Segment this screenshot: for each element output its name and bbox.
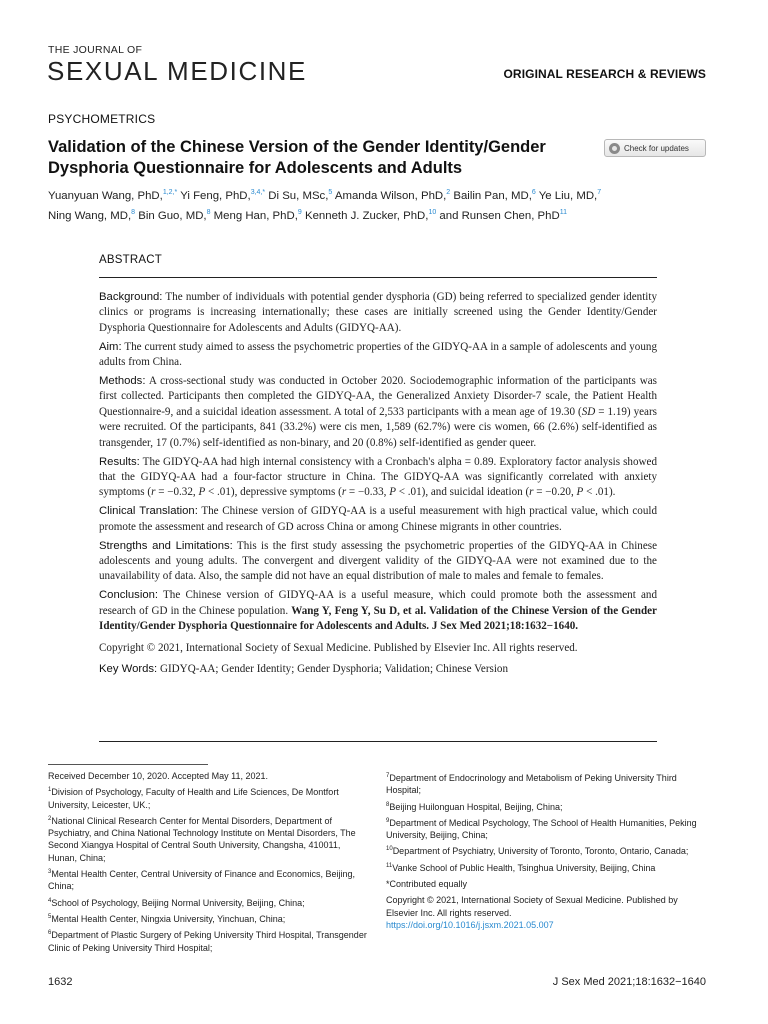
footnote-copyright: Copyright © 2021, International Society of Sexual Medicine. Published by Elsevier Inc. All rights reserved. [386,895,678,918]
abstract-aim: Aim: The current study aimed to assess the psychometric properties of the GIDYQ-AA in a sample of adolescents and young adults from China. [99,340,657,369]
check-for-updates-button[interactable] [604,139,706,157]
abstract-conclusion: Conclusion: The Chinese version of GIDYQ-AA is a useful measure, which could promote both the assessment and research of GD in the Chinese population. Wang Y, Feng Y, Su D, et al. Validation of the Chinese Version of the Gender Identity/Gender Dysphoria Questionnaire for Adolescents and Adults. J Sex Med 2021;18:1632−1640. [99,589,657,633]
affiliation: $^3$Mental Health Center, Central University of Finance and Economics, Beijing, China; [48,869,355,892]
article-citation: Wang Y, Feng Y, Su D, et al. Validation of the Chinese Version of the Gender Identity/Gender Dysphoria Questionnaire for Adolescents and Adults. J Sex Med 2021;18:1632−1640. [99,604,657,633]
journal-name: SEXUAL MEDICINE [47,56,307,86]
received-date: Received December 10, 2020. Accepted May 11, 2021. [48,771,268,781]
footnote-rule [48,764,208,765]
author: Yuanyuan Wang, PhD,$^{1,2,*}$ [48,189,178,202]
affiliation: $^7$Department of Endocrinology and Metabolism of Peking University Third Hospital; [386,773,677,796]
affiliation: $^6$Department of Plastic Surgery of Peking University Third Hospital, Transgender Clinic of Peking University Third Hospital; [48,930,367,953]
affiliation: $^4$School of Psychology, Beijing Normal University, Beijing, China; [48,897,305,908]
author: Yi Feng, PhD,$^{3,4,*}$ [180,189,266,202]
abstract-strengths-limitations: Strengths and Limitations: This is the first study assessing the psychometric properties of the GIDYQ-AA in Chinese adolescents and young adults. The convergent and divergent validity of the GIDYQ-AA were not examined due to the unavailability of data. Also, the sample did not have an equal distribution of male to males and female to females. [99,539,657,583]
affiliation: $^9$Department of Medical Psychology, The School of Health Humanities, Peking University, Beijing, China; [386,817,697,841]
author: Ye Liu, MD,$^7$ [538,189,602,202]
article-category: PSYCHOMETRICS [48,112,156,126]
contributed-equally-note: *Contributed equally [386,879,468,890]
section-label: ORIGINAL RESEARCH & REVIEWS [503,67,706,81]
abstract-results: Results: The GIDYQ-AA had high internal consistency with a Cronbach's alpha = 0.89. Exploratory factor analysis showed that the GIDYQ-AA had a four-factor structure in China. The GIDYQ-AA was significantly correlated with anxiety symptoms (r = −0.32, P < .01), depressive symptoms (r = −0.33, P < .01), and suicidal ideation (r = −0.20, P < .01). [99,455,657,499]
affiliation: $^2$National Clinical Research Center for Mental Disorders, Department of Psychiatry, and China National Technology Institute on Mental Disorders, The Second Xiangya Hospital of Central South University, Changsha, 410011, Hunan, China; [48,815,356,863]
author-list [48,186,714,226]
refresh-badge-icon [609,143,620,154]
author: Di Su, MSc,$^5$ [268,189,333,202]
doi-link[interactable]: https://doi.org/10.1016/j.jsxm.2021.05.007 [386,919,554,930]
affiliation: $^8$Beijing Huilonguan Hospital, Beijing, China; [386,801,563,812]
journal-name-small: THE JOURNAL OF [48,44,143,56]
author: Kenneth J. Zucker, PhD,$^{10}$ [304,209,437,222]
check-for-updates-label: Check for updates [624,143,689,153]
article-title: Validation of the Chinese Version of the Gender Identity/Gender Dysphoria Questionnaire for Adolescents and Adults [48,138,546,177]
footnotes-right [386,772,708,931]
abstract-top-rule [99,277,657,278]
author: Amanda Wilson, PhD,$^2$ [334,189,451,202]
page-number: 1632 [48,976,73,988]
abstract-methods: Methods: A cross-sectional study was conducted in October 2020. Sociodemographic information of the participants was first collected. Participants then completed the GIDYQ-AA, the Generalized Anxiety Disorder-7 scale, the Patient Health Questionnaire-9, and a suicidal ideation assessment. A total of 2,533 participants with a mean age of 19.30 (SD = 1.19) years were recruited. Of the participants, 841 (33.2%) were cis men, 1,589 (62.7%) were cis women, 66 (2.6%) self-identified as transgender, 17 (0.7%) self-identified as non-binary, and 20 (0.8%) self-identified as gender queer. [99,375,657,449]
abstract-keywords: Key Words: GIDYQ-AA; Gender Identity; Gender Dysphoria; Validation; Chinese Version [99,662,509,675]
abstract-copyright: Copyright © 2021, International Society of Sexual Medicine. Published by Elsevier Inc. All rights reserved. [99,641,578,654]
abstract-heading: ABSTRACT [99,254,162,266]
author: Bin Guo, MD,$^8$ [138,209,211,222]
abstract-clinical-translation: Clinical Translation: The Chinese version of GIDYQ-AA is a useful measurement with high practical value, which could promote the assessment and research of GD across China or among Chinese migrants in other countries. [99,505,658,533]
author: Meng Han, PhD,$^9$ [213,209,302,222]
author: Bailin Pan, MD,$^6$ [453,189,536,202]
abstract-body [99,290,657,681]
affiliation: $^{11}$Vanke School of Public Health, Tsinghua University, Beijing, China [386,862,656,873]
affiliation: $^{10}$Department of Psychiatry, University of Toronto, Toronto, Ontario, Canada; [386,846,689,857]
footer-citation: J Sex Med 2021;18:1632−1640 [552,976,706,988]
affiliation: $^1$Division of Psychology, Faculty of Health and Life Sciences, De Montfort University, Leicester, UK.; [48,787,339,810]
abstract-background: Background: The number of individuals with potential gender dysphoria (GD) being referred to specialized gender identity clinics or programs is increasing internationally; these cases are initially screened using the Gender Identity/Gender Dysphoria Questionnaire for Adolescents and Adults (GIDYQ-AA). [99,291,657,334]
abstract-bottom-rule [99,741,657,742]
affiliation: $^5$Mental Health Center, Ningxia University, Yinchuan, China; [48,913,286,924]
author: and Runsen Chen, PhD$^{11}$ [439,209,568,222]
author: Ning Wang, MD,$^8$ [48,209,136,222]
footnotes-left [48,770,370,958]
